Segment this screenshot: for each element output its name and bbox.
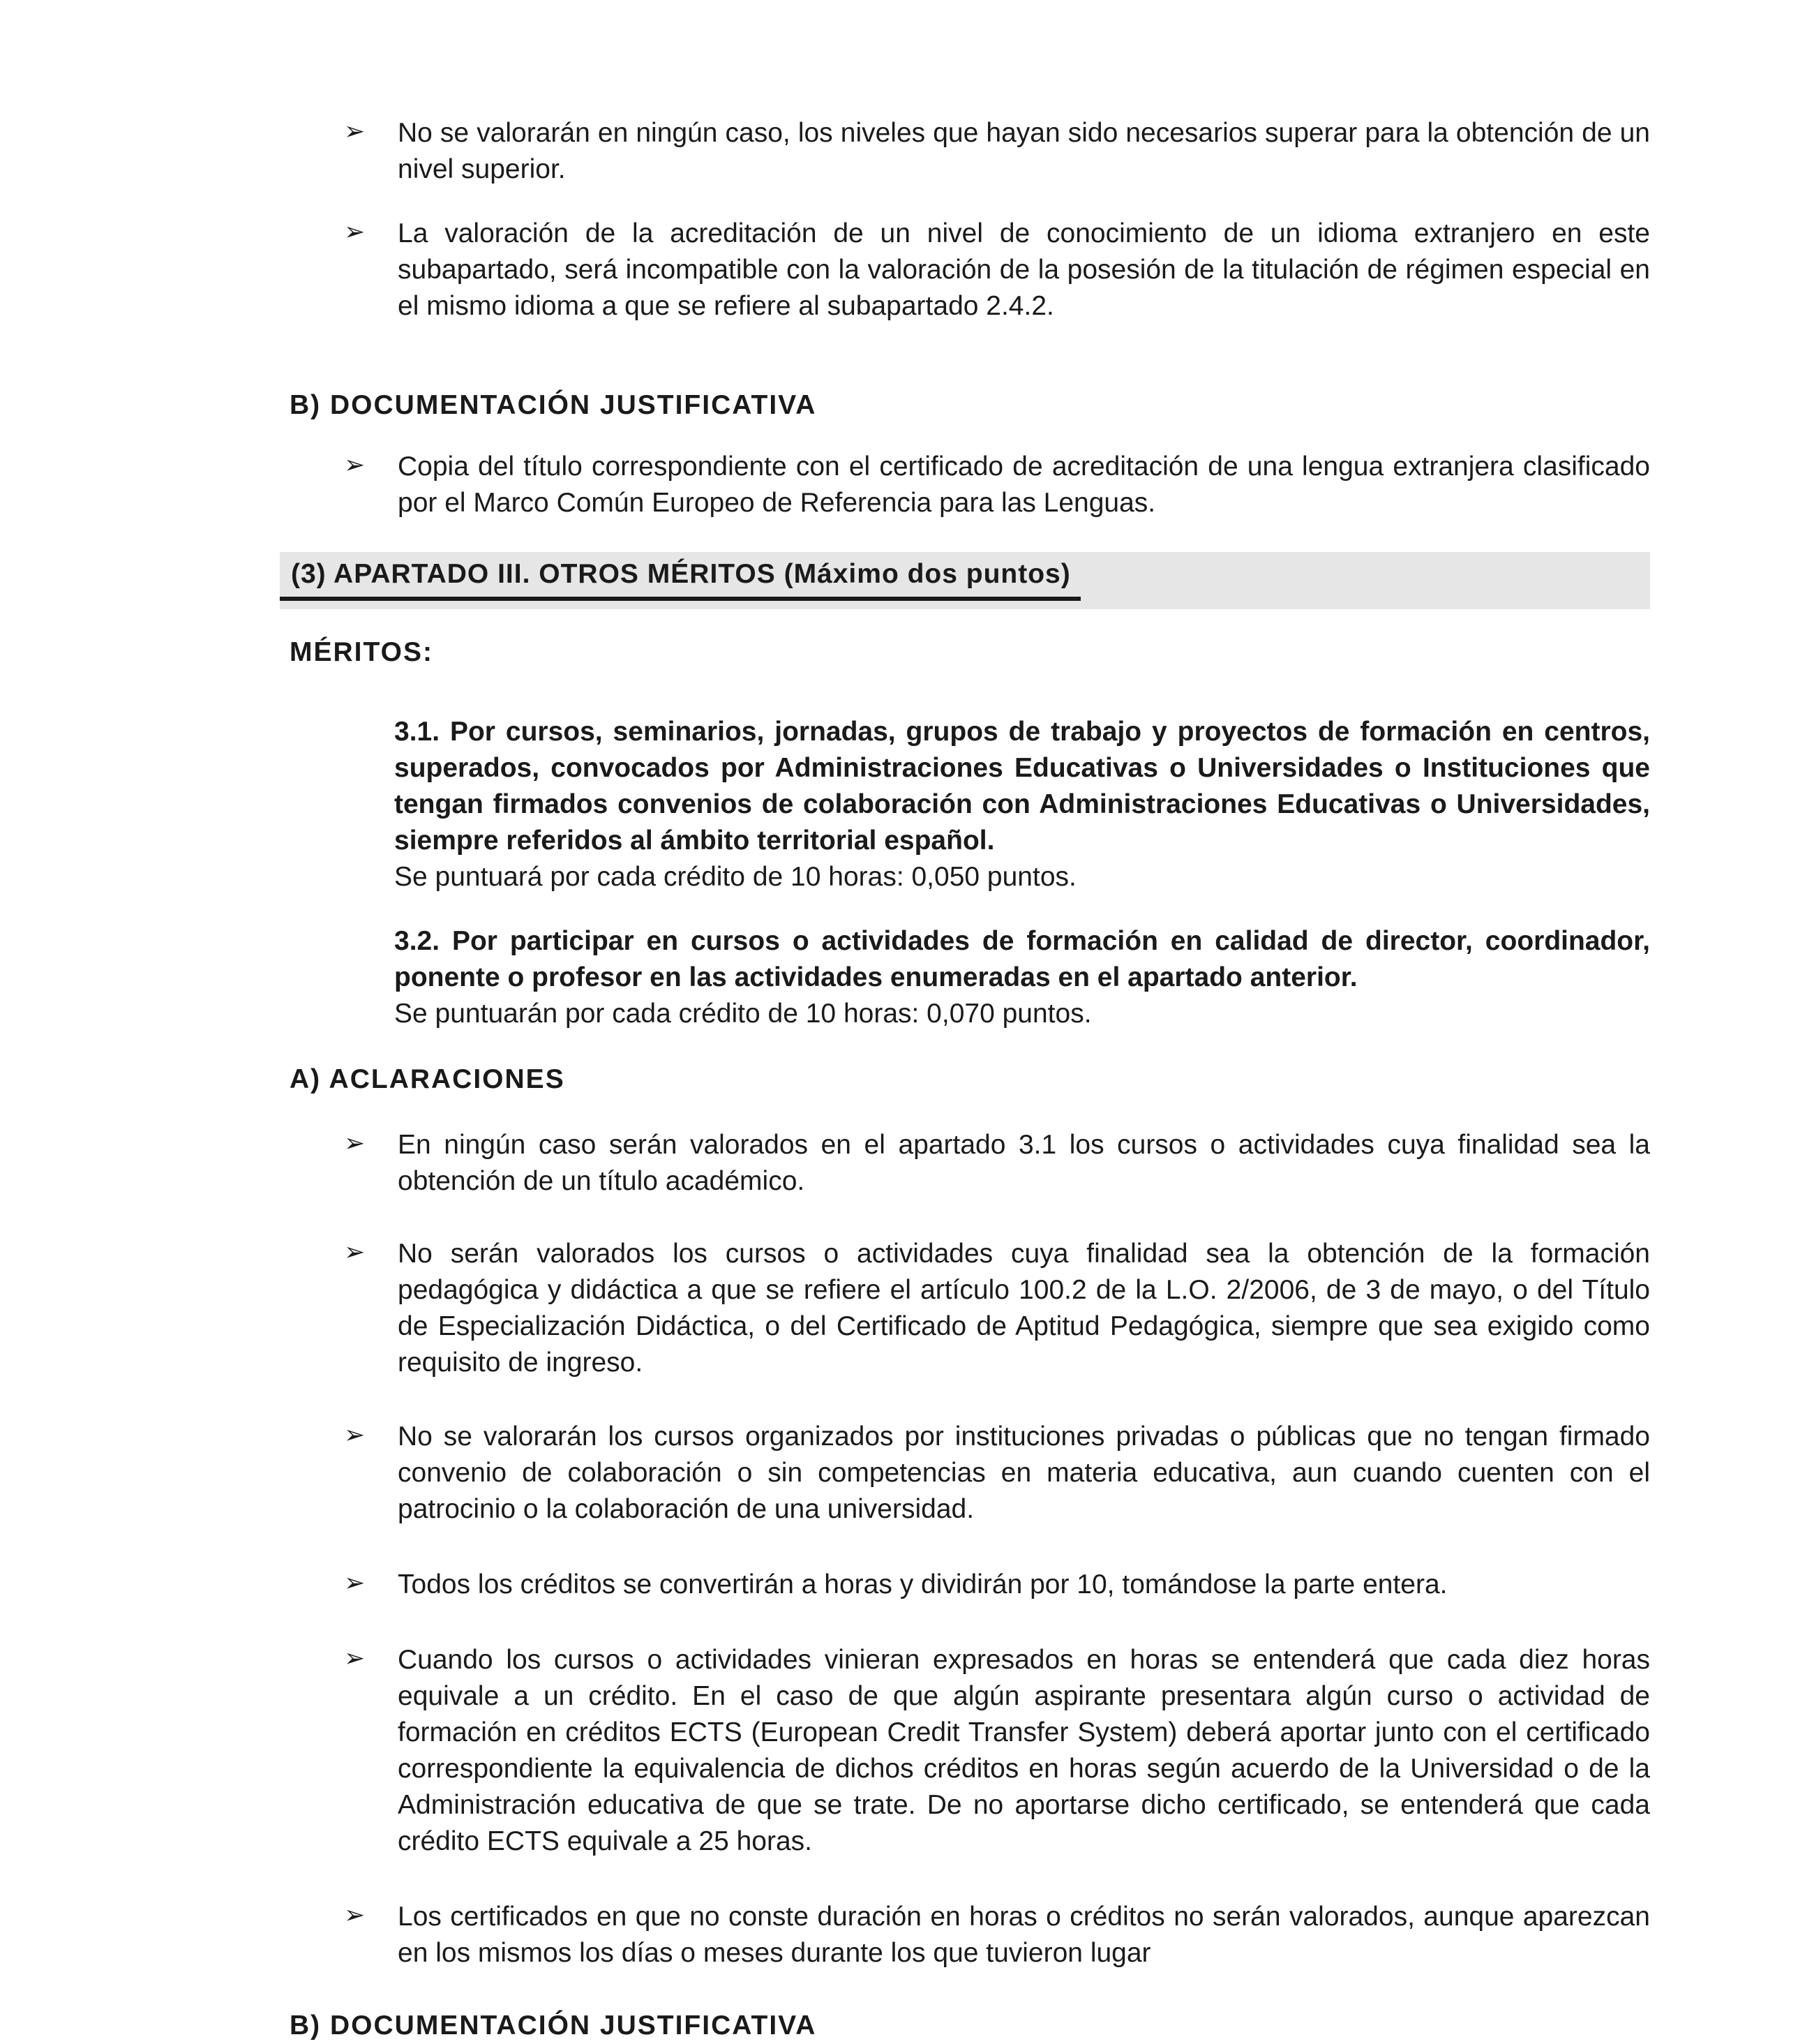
merit-item-bold-text: 3.1. Por cursos, seminarios, jornadas, grupos de trabajo y proyectos de formación en centros, superados, convocados por Administraciones Educativas o Universidades o Instituciones que tengan firmados convenios de colaboración con Administraciones Educativas o Universidades, siempre referidos al ámbito territorial español. (394, 717, 1650, 856)
apartado-heading-text: (3) APARTADO III. OTROS MÉRITOS (Máximo dos puntos) (280, 556, 1081, 601)
arrow-bullet-icon: ➢ (344, 1901, 366, 1930)
bullet-text: En ningún caso serán valorados en el apartado 3.1 los cursos o actividades cuya finalidad sea la obtención de un título académico. (398, 1130, 1650, 1196)
merit-item-score-text: Se puntuarán por cada crédito de 10 horas: 0,070 puntos. (394, 999, 1092, 1029)
list-item (290, 1642, 1650, 1860)
list-item (290, 1127, 1650, 1200)
list-item (290, 216, 1650, 324)
arrow-bullet-icon: ➢ (344, 1129, 366, 1158)
merit-item-3-1 (290, 714, 1650, 895)
arrow-bullet-icon: ➢ (344, 1569, 366, 1597)
list-item (290, 1236, 1650, 1381)
list-item (290, 1899, 1650, 1971)
arrow-bullet-icon: ➢ (344, 451, 366, 479)
bullet-text: Todos los créditos se convertirán a horas y dividirán por 10, tomándose la parte entera. (398, 1569, 1448, 1599)
section-heading-meritos: MÉRITOS: (290, 637, 433, 667)
section-heading-documentacion-1: B) DOCUMENTACIÓN JUSTIFICATIVA (290, 390, 817, 420)
bullet-text: No serán valorados los cursos o actividades cuya finalidad sea la obtención de la formación pedagógica y didáctica a que se refiere el artículo 100.2 de la L.O. 2/2006, de 3 de mayo, o del Título de Especialización Didáctica, o del Certificado de Aptitud Pedagógica, siempre que sea exigido como requisito de ingreso. (398, 1239, 1650, 1378)
bullet-text: No se valorarán en ningún caso, los niveles que hayan sido necesarios superar para la obtención de un nivel superior. (398, 118, 1650, 184)
bullet-text: Los certificados en que no conste duración en horas o créditos no serán valorados, aunque aparezcan en los mismos los días o meses durante los que tuvieron lugar (398, 1902, 1650, 1968)
list-item (290, 449, 1650, 521)
list-item (290, 1567, 1650, 1603)
arrow-bullet-icon: ➢ (344, 218, 366, 246)
arrow-bullet-icon: ➢ (344, 117, 366, 146)
arrow-bullet-icon: ➢ (344, 1644, 366, 1673)
section-heading-documentacion-2: B) DOCUMENTACIÓN JUSTIFICATIVA (290, 2011, 817, 2041)
merit-item-score-text: Se puntuará por cada crédito de 10 horas: 0,050 puntos. (394, 862, 1077, 892)
merit-item-bold-text: 3.2. Por participar en cursos o actividades de formación en calidad de director, coordinador, ponente o profesor en las actividades enumeradas en el apartado anterior. (394, 926, 1650, 992)
bullet-text: No se valorarán los cursos organizados por instituciones privadas o públicas que no tengan firmado convenio de colaboración o sin competencias en materia educativa, aun cuando cuenten con el patrocinio o la colaboración de una universidad. (398, 1422, 1650, 1524)
list-item (290, 115, 1650, 188)
section-heading-aclaraciones: A) ACLARACIONES (290, 1064, 565, 1094)
bullet-text: Copia del título correspondiente con el certificado de acreditación de una lengua extranjera clasificado por el Marco Común Europeo de Referencia para las Lenguas. (398, 452, 1650, 518)
bullet-text: Cuando los cursos o actividades vinieran expresados en horas se entenderá que cada diez horas equivale a un crédito. En el caso de que algún aspirante presentara algún curso o actividad de formación en créditos ECTS (European Credit Transfer System) deberá aportar junto con el certificado correspondiente la equivalencia de dichos créditos en horas según acuerdo de la Universidad o de la Administración educativa de que se trate. De no aportarse dicho certificado, se entenderá que cada crédito ECTS equivale a 25 horas. (398, 1645, 1650, 1856)
merit-item-3-2 (290, 923, 1650, 1032)
arrow-bullet-icon: ➢ (344, 1421, 366, 1449)
list-item (290, 1419, 1650, 1528)
arrow-bullet-icon: ➢ (344, 1238, 366, 1267)
apartado-heading-bar (280, 552, 1650, 609)
bullet-text: La valoración de la acreditación de un nivel de conocimiento de un idioma extranjero en este subapartado, será incompatible con la valoración de la posesión de la titulación de régimen especial en el mismo idioma a que se refiere al subapartado 2.4.2. (398, 218, 1650, 321)
